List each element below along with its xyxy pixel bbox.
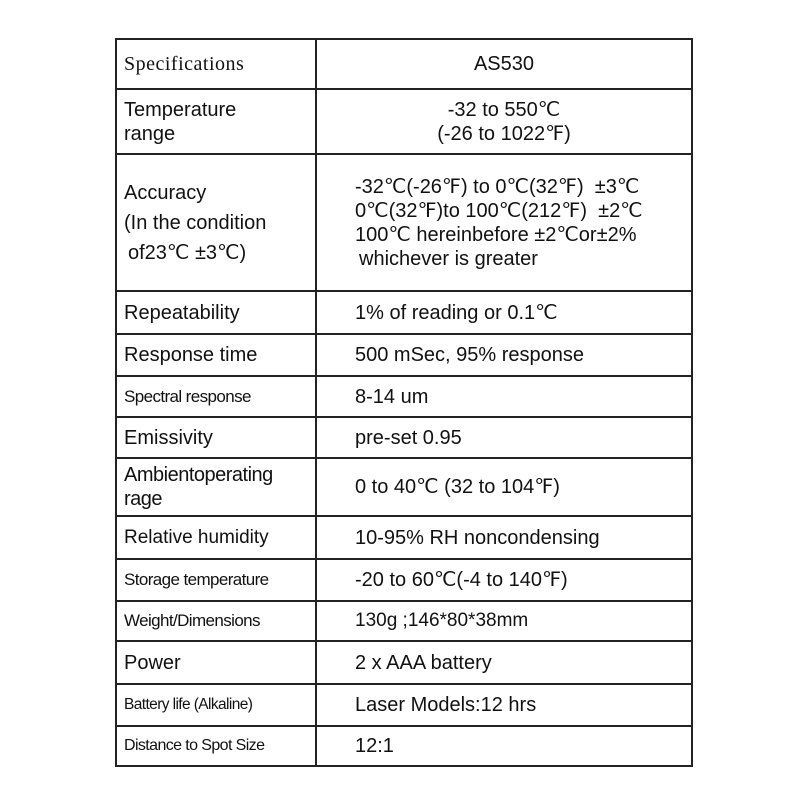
label-line: Accuracy — [124, 181, 207, 204]
table-row — [116, 516, 692, 559]
row-label: Repeatability — [116, 291, 316, 334]
header-label: Specifications — [116, 39, 316, 89]
row-value: 130g ;146*80*38mm — [316, 601, 692, 641]
row-label: Power — [116, 641, 316, 684]
table-row — [116, 726, 692, 766]
row-value: Laser Models:12 hrs — [316, 684, 692, 726]
value-line: -32 to 550℃ — [447, 98, 561, 121]
row-label: Ambientoperating rage — [116, 458, 316, 516]
row-label: Distance to Spot Size — [116, 726, 316, 766]
row-value: 8-14 um — [316, 376, 692, 417]
label-line: Temperature — [124, 98, 237, 121]
row-label: Storage temperature — [116, 559, 316, 601]
value-line: 0℃(32℉)to 100℃(212℉) ±2℃ — [355, 199, 643, 222]
table-row — [116, 684, 692, 726]
value-line: 100℃ hereinbefore ±2℃or±2% — [355, 223, 637, 246]
table-row — [116, 458, 692, 516]
row-label: Response time — [116, 334, 316, 376]
value-line: whichever is greater — [359, 247, 538, 270]
table-row — [116, 559, 692, 601]
row-value: 0 to 40℃ (32 to 104℉) — [316, 458, 692, 516]
table-row — [116, 334, 692, 376]
model-name: AS530 — [316, 39, 692, 89]
value-line: (-26 to 1022℉) — [437, 122, 571, 145]
row-value: 1% of reading or 0.1℃ — [316, 291, 692, 334]
label-line: of23℃ ±3℃) — [128, 241, 247, 264]
table-row — [116, 291, 692, 334]
row-value — [316, 89, 692, 154]
row-label — [116, 89, 316, 154]
row-value: 500 mSec, 95% response — [316, 334, 692, 376]
table-row — [116, 641, 692, 684]
row-value: 2 x AAA battery — [316, 641, 692, 684]
row-label: Spectral response — [116, 376, 316, 417]
table-row — [116, 417, 692, 458]
row-value: 12:1 — [316, 726, 692, 766]
row-label: Relative humidity — [116, 516, 316, 559]
row-value: 10-95% RH noncondensing — [316, 516, 692, 559]
table-row — [116, 601, 692, 641]
row-value: pre-set 0.95 — [316, 417, 692, 458]
row-value: -20 to 60℃(-4 to 140℉) — [316, 559, 692, 601]
table-row — [116, 376, 692, 417]
row-label: Battery life (Alkaline) — [116, 684, 316, 726]
row-label: Weight/Dimensions — [116, 601, 316, 641]
header-row — [116, 39, 692, 89]
row-value — [316, 154, 692, 291]
label-line: (In the condition — [124, 211, 267, 234]
label-line: range — [124, 122, 176, 145]
specifications-table — [115, 38, 693, 767]
value-line: -32℃(-26℉) to 0℃(32℉) ±3℃ — [355, 175, 640, 198]
table-row — [116, 89, 692, 154]
row-label — [116, 154, 316, 291]
table-row — [116, 154, 692, 291]
row-label: Emissivity — [116, 417, 316, 458]
